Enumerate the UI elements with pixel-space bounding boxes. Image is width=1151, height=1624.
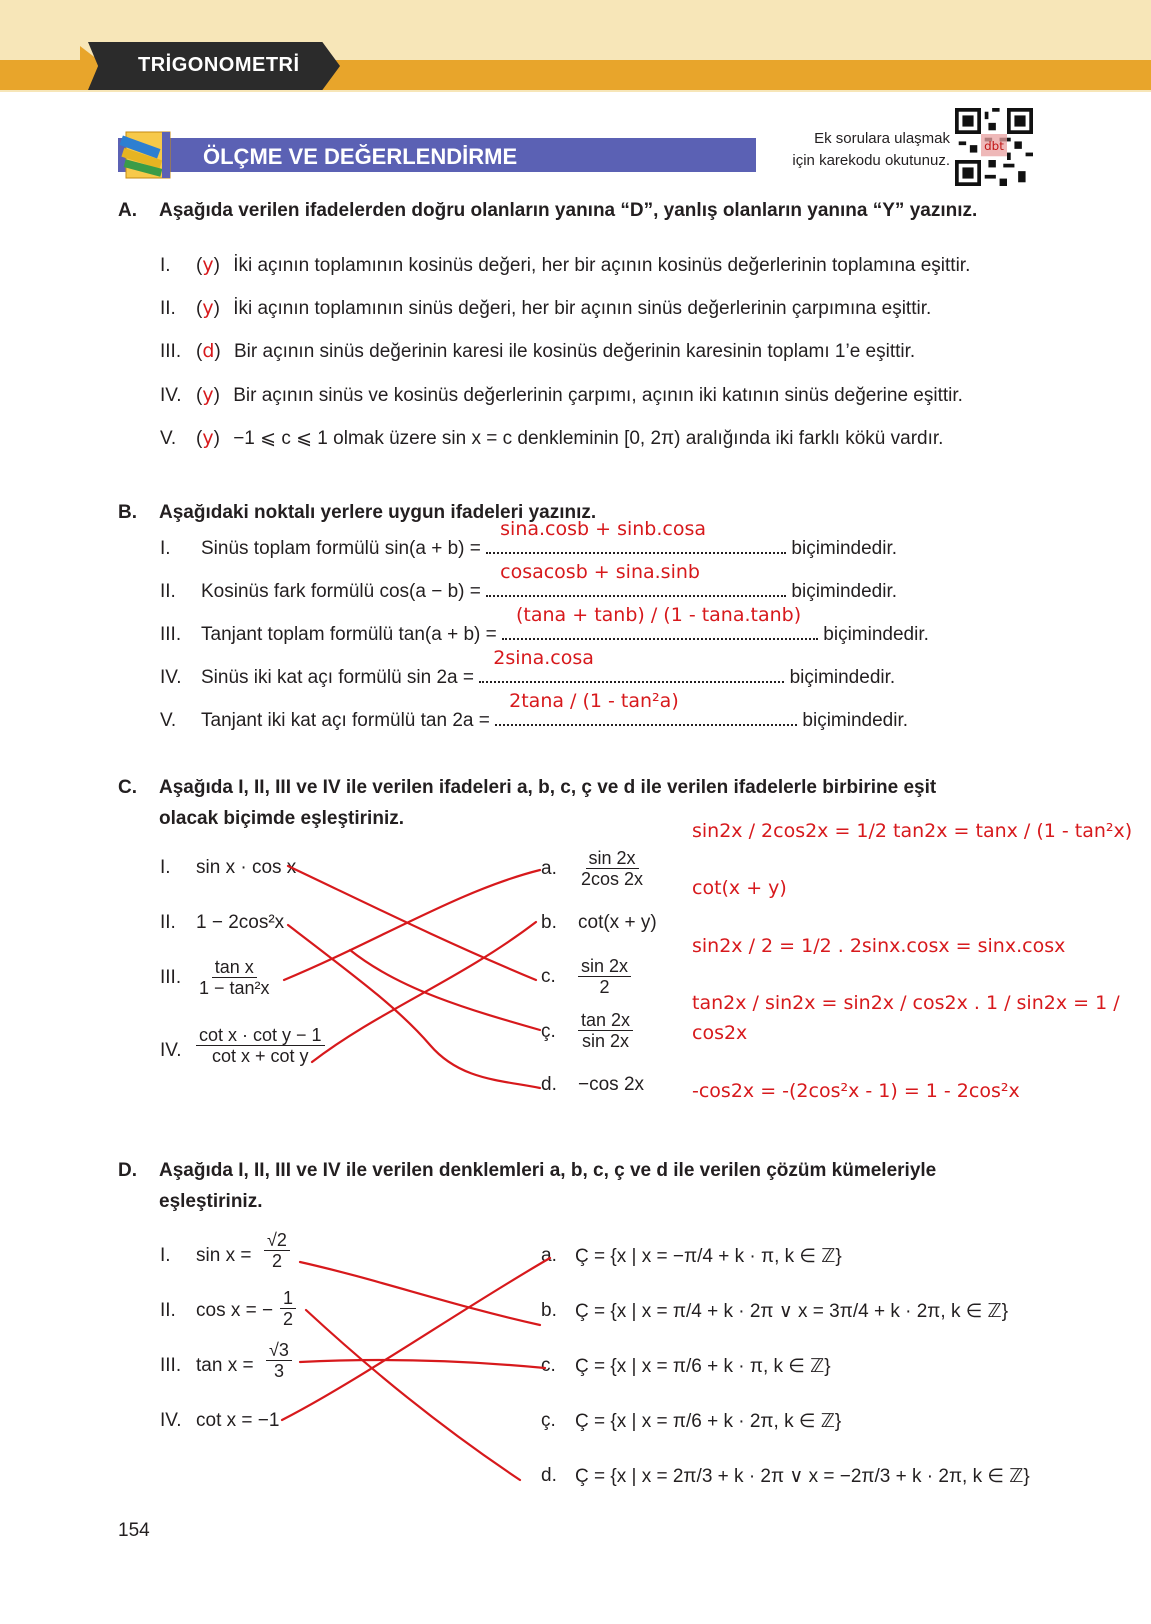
a-item-num: IV. (160, 385, 182, 406)
c-right-label-a: a. (541, 858, 557, 879)
d-right-label-c: c. (541, 1355, 556, 1376)
b-item-answer: 2tana / (1 - tan²a) (509, 690, 679, 712)
section-c-letter: C. (118, 777, 137, 798)
c-note-4: tan2x / sin2x = sin2x / cos2x . 1 / sin2x = 1 / (692, 992, 1120, 1014)
d-left-num-4: IV. (160, 1410, 182, 1431)
a-item-2: II. (y) İki açının toplamının sinüs değeri, her bir açının sinüs değerlerinin çarpımına eşittir. (160, 297, 932, 319)
d-left-frac-2-den: 2 (283, 1309, 294, 1329)
d-right-expr-a: Ç = {x | x = −π/4 + k · π, k ∈ ℤ} (575, 1246, 842, 1267)
a-item-text: −1 ⩽ c ⩽ 1 olmak üzere sin x = c denkleminin [0, 2π) aralığında iki farklı kökü vardır. (233, 428, 944, 449)
d-left-frac-3-num: √3 (266, 1340, 292, 1361)
b-item-suffix: biçimindedir. (802, 710, 909, 731)
section-b-letter: B. (118, 502, 137, 523)
b-item-num: III. (160, 624, 182, 645)
b-item-num: V. (160, 710, 177, 731)
c-right-frac-cc-den: sin 2x (582, 1031, 630, 1051)
c-left-frac-3-num: tan x (212, 957, 257, 978)
a-item-num: V. (160, 428, 177, 449)
section-c-prompt-line1: Aşağıda I, II, III ve IV ile verilen ifadeleri a, b, c, ç ve d ile verilen ifadelerle birbirine eşit (159, 777, 937, 798)
c-right-frac-c-num: sin 2x (578, 956, 631, 977)
c-right-expr-b: cot(x + y) (578, 912, 657, 933)
c-right-frac-cc-num: tan 2x (578, 1010, 633, 1031)
c-right-label-cc: ç. (541, 1021, 556, 1042)
b-item-num: I. (160, 538, 171, 559)
page-number: 154 (118, 1520, 150, 1541)
a-item-answer[interactable]: d (202, 340, 215, 362)
a-item-num: II. (160, 298, 176, 319)
c-left-frac-4-den: cot x + cot y (212, 1046, 309, 1066)
b-item-text: Sinüs iki kat açı formülü sin 2a = (201, 667, 474, 688)
a-item-3: III. (d) Bir açının sinüs değerinin karesi ile kosinüs değerinin karesinin toplamı 1’e eşittir. (160, 340, 916, 362)
d-right-label-cc: ç. (541, 1410, 556, 1431)
b-item-answer: 2sina.cosa (493, 647, 594, 669)
d-line-IV-to-a (282, 1258, 550, 1420)
d-left-lhs-4: cot x = −1 (196, 1410, 280, 1431)
b-item-text: Tanjant iki kat açı formülü tan 2a = (201, 710, 490, 731)
c-right-label-c: c. (541, 966, 556, 987)
c-note-3: sin2x / 2 = 1/2 . 2sinx.cosx = sinx.cosx (692, 935, 1066, 957)
d-left-num-3: III. (160, 1355, 182, 1376)
a-item-answer[interactable]: y (202, 427, 214, 449)
b-item-answer: sina.cosb + sinb.cosa (500, 518, 707, 540)
c-left-num-1: I. (160, 857, 171, 878)
b-item-suffix: biçimindedir. (791, 581, 898, 602)
c-right-frac-a-den: 2cos 2x (581, 869, 644, 889)
b-item-suffix: biçimindedir. (789, 667, 896, 688)
a-item-text: Bir açının sinüs ve kosinüs değerlerinin çarpımı, açının iki katının sinüs değerine eşittir. (233, 385, 963, 406)
d-left-frac-2-num: 1 (280, 1288, 296, 1309)
a-item-text: İki açının toplamının sinüs değeri, her bir açının sinüs değerlerinin çarpımına eşittir. (233, 298, 932, 319)
d-left-num-1: I. (160, 1245, 171, 1266)
d-right-expr-c: Ç = {x | x = π/6 + k · π, k ∈ ℤ} (575, 1356, 831, 1377)
a-item-text: İki açının toplamının kosinüs değeri, her bir açının kosinüs değerlerinin toplamına eşittir. (233, 255, 971, 276)
d-right-label-d: d. (541, 1465, 557, 1486)
c-right-frac-c-den: 2 (599, 977, 610, 997)
section-d-prompt-line1: Aşağıda I, II, III ve IV ile verilen denklemleri a, b, c, ç ve d ile verilen çözüm kümeleriyle (159, 1160, 937, 1181)
c-right-expr-d: −cos 2x (578, 1074, 645, 1095)
b-item-suffix: biçimindedir. (823, 624, 929, 645)
section-a-letter: A. (118, 200, 137, 221)
section-d-letter: D. (118, 1160, 137, 1181)
a-item-1: I. (y) İki açının toplamının kosinüs değeri, her bir açının kosinüs değerlerinin toplamına eşittir. (160, 254, 971, 276)
d-right-label-a: a. (541, 1245, 557, 1266)
c-left-expr-1: sin x · cos x (196, 857, 297, 878)
qr-note-line1: Ek sorulara ulaşmak (814, 130, 950, 147)
c-note-6: -cos2x = -(2cos²x - 1) = 1 - 2cos²x (692, 1080, 1020, 1102)
section-b-prompt: Aşağıdaki noktalı yerlere uygun ifadeleri yazınız. (159, 502, 597, 523)
a-item-answer[interactable]: y (202, 384, 214, 406)
d-right-expr-cc: Ç = {x | x = π/6 + k · 2π, k ∈ ℤ} (575, 1411, 842, 1432)
b-item-answer: cosacosb + sina.sinb (500, 561, 700, 583)
d-right-label-b: b. (541, 1300, 557, 1321)
c-left-frac-4-num: cot x · cot y − 1 (196, 1025, 325, 1046)
d-left-lhs-2: cos x = − (196, 1300, 274, 1321)
d-left-num-2: II. (160, 1300, 176, 1321)
c-note-1: sin2x / 2cos2x = 1/2 tan2x = tanx / (1 - tan²x) (692, 820, 1133, 842)
a-item-num: III. (160, 341, 182, 362)
a-item-4: IV. (y) Bir açının sinüs ve kosinüs değerlerinin çarpımı, açının iki katının sinüs değerine eşittir. (160, 384, 963, 406)
c-left-frac-3-den: 1 − tan²x (199, 978, 270, 998)
d-left-lhs-3: tan x = (196, 1355, 254, 1376)
d-left-lhs-1: sin x = (196, 1245, 252, 1266)
qr-note-line2: için karekodu okutunuz. (792, 152, 950, 169)
c-right-label-b: b. (541, 912, 557, 933)
section-title: ÖLÇME VE DEĞERLENDİRME (203, 144, 518, 169)
b-item-text: Kosinüs fark formülü cos(a − b) = (201, 581, 481, 602)
c-left-num-4: IV. (160, 1040, 182, 1061)
d-right-expr-b: Ç = {x | x = π/4 + k · 2π ∨ x = 3π/4 + k · 2π, k ∈ ℤ} (575, 1301, 1009, 1322)
c-right-frac-a-num: sin 2x (586, 848, 639, 869)
b-item-suffix: biçimindedir. (791, 538, 898, 559)
c-left-num-2: II. (160, 912, 176, 933)
c-left-expr-2: 1 − 2cos²x (196, 912, 285, 933)
d-line-I-to-b (300, 1262, 540, 1325)
b-item-num: II. (160, 581, 176, 602)
c-left-num-3: III. (160, 967, 182, 988)
c-note-2: cot(x + y) (692, 877, 787, 899)
section-d-prompt-line2: eşleştiriniz. (159, 1191, 263, 1212)
d-left-frac-1-den: 2 (271, 1251, 282, 1271)
section-a-prompt: Aşağıda verilen ifadelerden doğru olanların yanına “D”, yanlış olanların yanına “Y” yazınız. (159, 200, 978, 221)
c-note-5: cos2x (692, 1022, 748, 1044)
qr-badge: dbt (984, 138, 1004, 153)
c-right-label-d: d. (541, 1074, 557, 1095)
d-line-II-to-d (306, 1310, 520, 1480)
b-item-answer: (tana + tanb) / (1 - tana.tanb) (516, 604, 802, 626)
chapter-title: TRİGONOMETRİ (138, 54, 300, 76)
a-item-answer[interactable]: y (202, 297, 214, 319)
b-item-num: IV. (160, 667, 182, 688)
a-item-text: Bir açının sinüs değerinin karesi ile kosinüs değerinin karesinin toplamı 1’e eşittir. (234, 341, 916, 362)
d-left-frac-1-num: √2 (264, 1230, 290, 1251)
d-line-III-to-c (300, 1360, 545, 1368)
a-item-num: I. (160, 255, 171, 276)
d-right-expr-d: Ç = {x | x = 2π/3 + k · 2π ∨ x = −2π/3 + k · 2π, k ∈ ℤ} (575, 1466, 1030, 1487)
section-c-prompt-line2: olacak biçimde eşleştiriniz. (159, 808, 404, 829)
a-item-5: V. (y) −1 ⩽ c ⩽ 1 olmak üzere sin x = c denkleminin [0, 2π) aralığında iki farklı kökü vardır. (160, 427, 944, 449)
b-item-text: Sinüs toplam formülü sin(a + b) = (201, 538, 481, 559)
b-item-text: Tanjant toplam formülü tan(a + b) = (201, 624, 497, 645)
c-line-II-to-d (288, 925, 540, 1088)
a-item-answer[interactable]: y (202, 254, 214, 276)
d-left-frac-3-den: 3 (273, 1361, 284, 1381)
